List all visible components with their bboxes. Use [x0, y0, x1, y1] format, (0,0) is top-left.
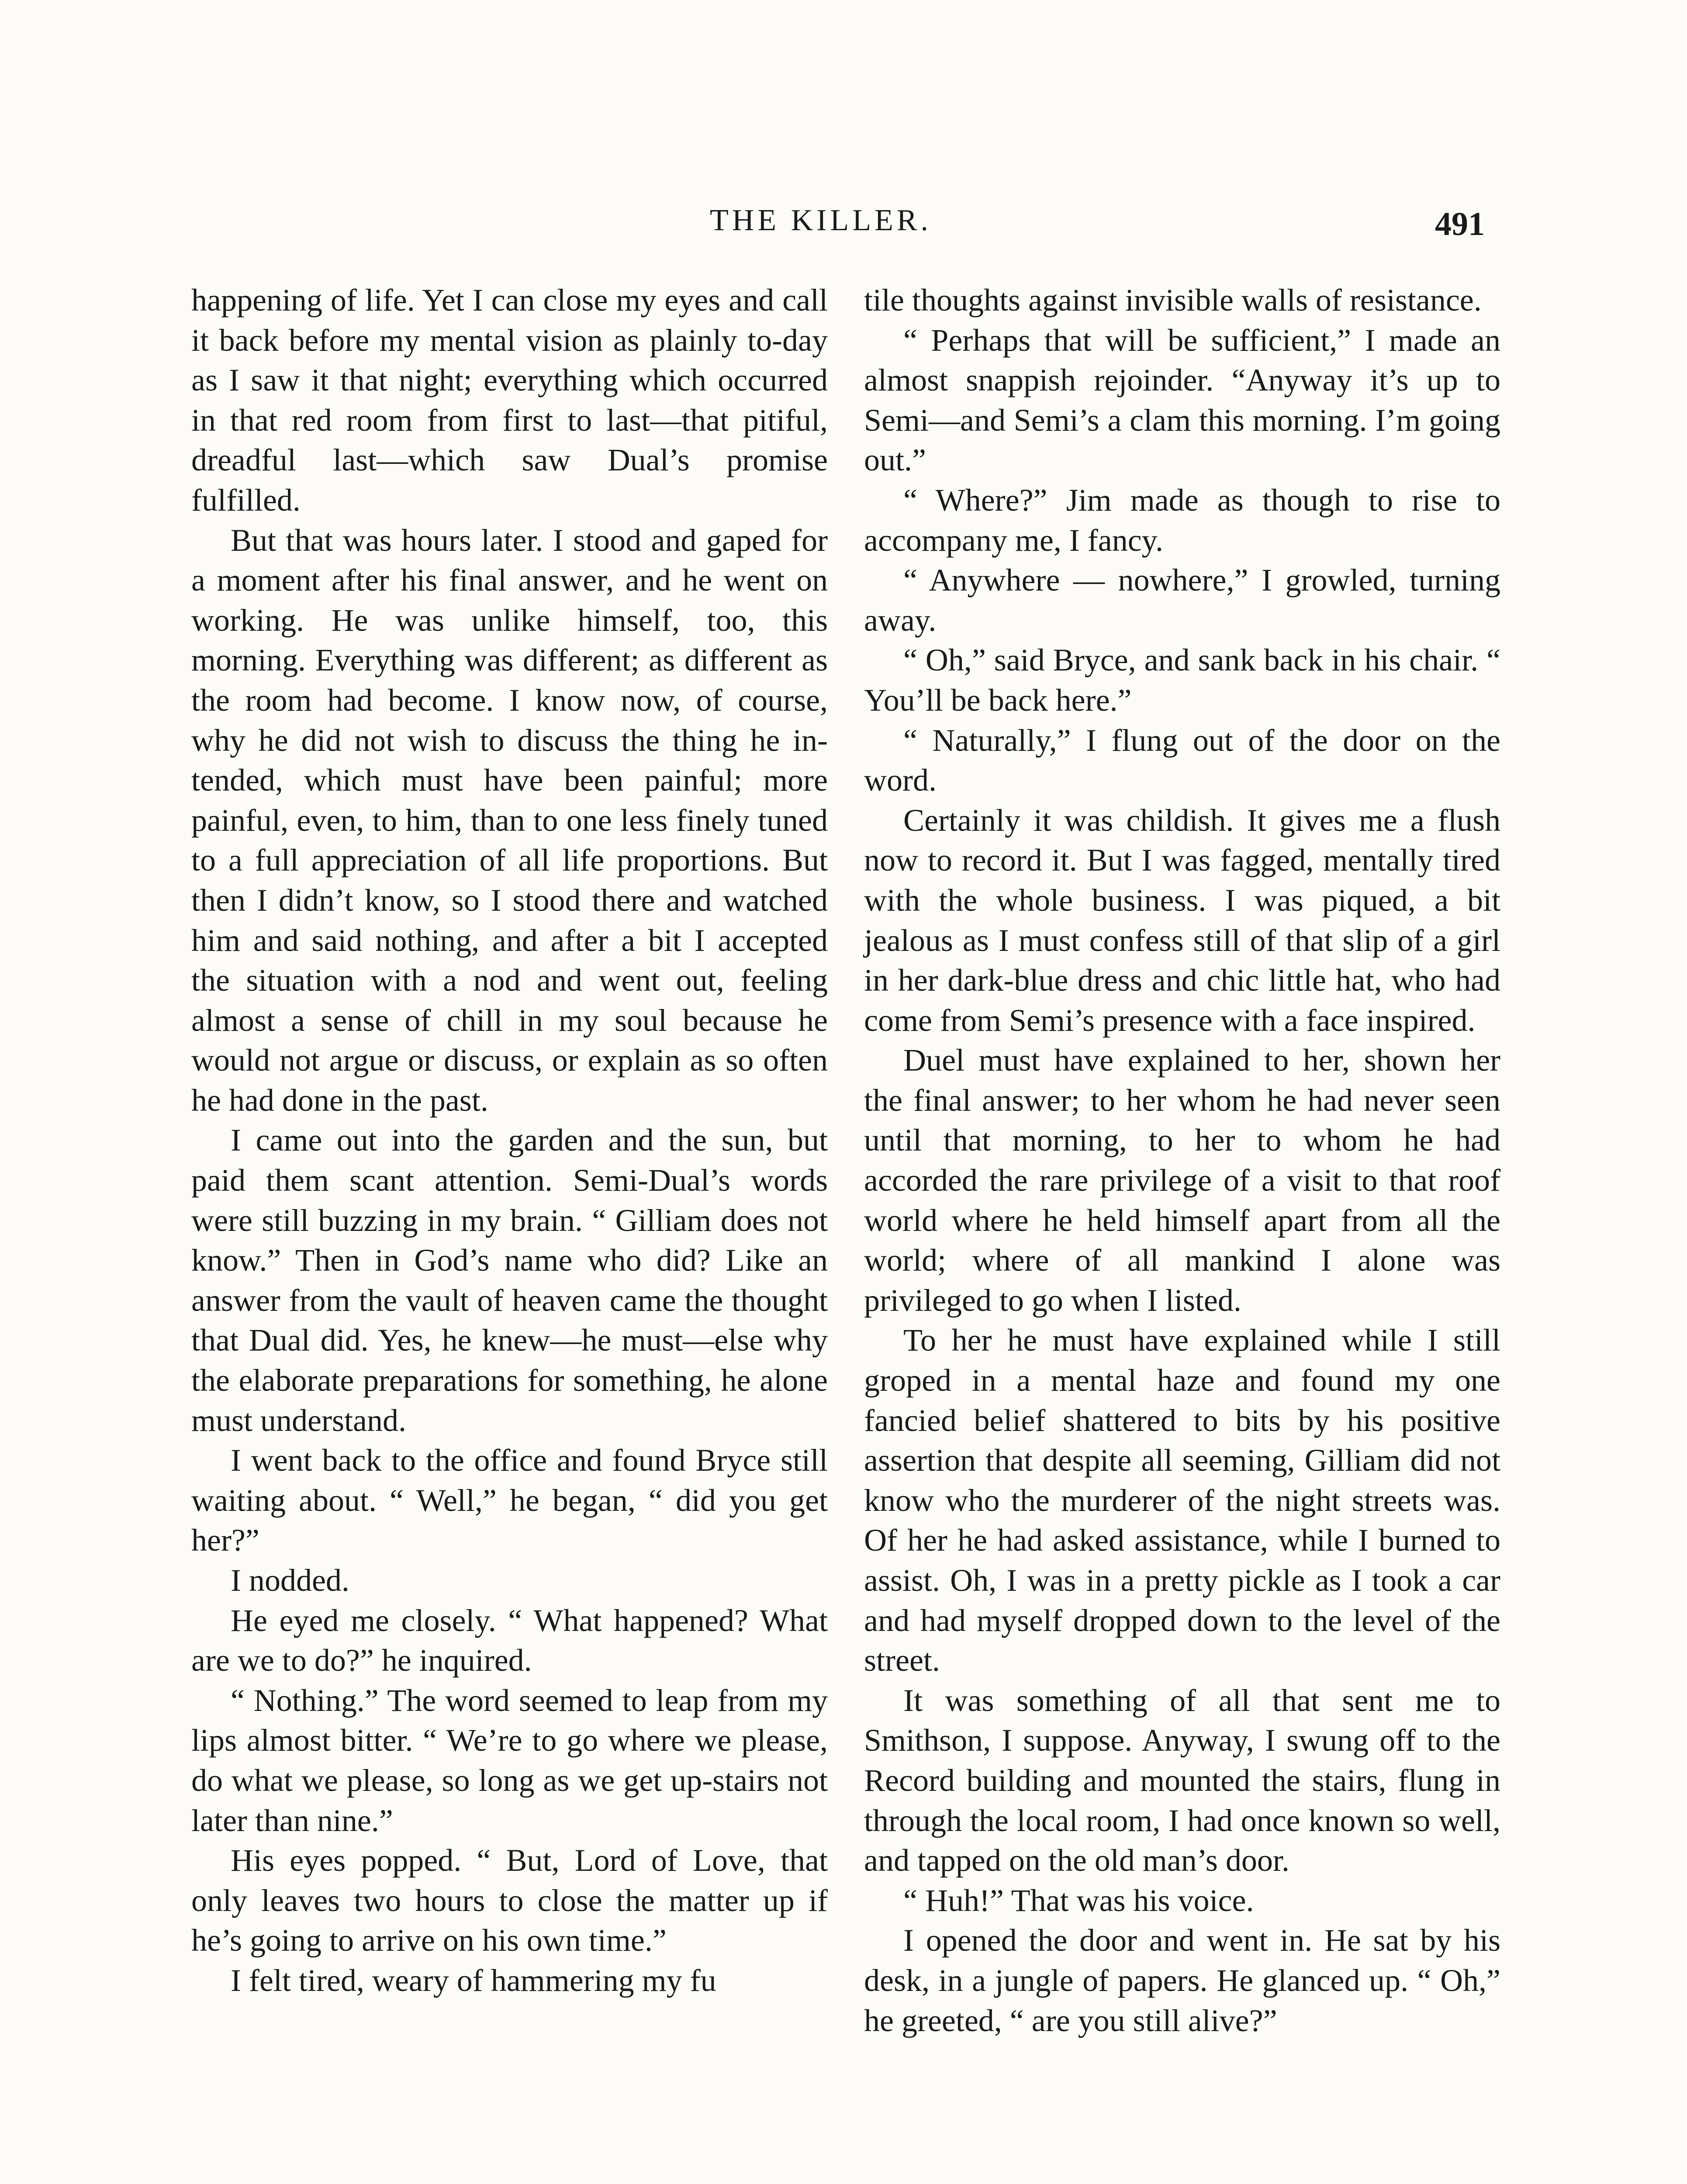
right-column	[864, 280, 1500, 2041]
paragraph: I came out into the garden and the sun, but paid them scant attention. Semi-Dual’s words were still buzzing in my brain. “ Gilliam does not know.” Then in God’s name who did? Like an answer from the vault of heaven came the thought that Dual did. Yes, he knew—he must—else why the elaborate preparations for something, he alone must understand.	[191, 1123, 828, 1438]
paragraph: “ Oh,” said Bryce, and sank back in his chair. “ You’ll be back here.”	[864, 643, 1500, 718]
paragraph: “ Naturally,” I flung out of the door on the word.	[864, 722, 1500, 798]
paragraph: I went back to the office and found Bryce still waiting about. “ Well,” he began, “ did you get her?”	[191, 1443, 828, 1558]
paragraph: “ Perhaps that will be sufficient,” I made an almost snappish rejoinder. “Anyway it’s up to Semi—and Semi’s a clam this morning. I’m going out.”	[864, 322, 1500, 478]
running-title: THE KILLER.	[710, 204, 932, 237]
paragraph: Duel must have explained to her, shown her the final answer; to her whom he had never seen until that morning, to her to whom he had accorded the rare privilege of a visit to that roof world where he held himself apart from all the world; where of all mankind I alone was privileged to go when I listed.	[864, 1043, 1500, 1318]
paragraph: I opened the door and went in. He sat by his desk, in a jungle of papers. He glanced up. “ Oh,” he greeted, “ are you still alive?”	[864, 1923, 1500, 2038]
paragraph: “ Nothing.” The word seemed to leap from my lips almost bitter. “ We’re to go where we please, do what we please, so long as we get up-stairs not later than nine.”	[191, 1683, 828, 1838]
paragraph: His eyes popped. “ But, Lord of Love, that only leaves two hours to close the matter up if he’s going to arrive on his own time.”	[191, 1843, 828, 1958]
paragraph: “ Anywhere — nowhere,” I growled, turning away.	[864, 563, 1500, 638]
paragraph: tile thoughts against invisible walls of resistance.	[864, 283, 1482, 318]
paragraph: It was something of all that sent me to Smithson, I suppose. Anyway, I swung off to the Record building and mounted the stairs, flung in through the local room, I had once known so well, and tapped on the old man’s door.	[864, 1683, 1500, 1878]
paragraph: I felt tired, weary of hammering my fu	[231, 1963, 716, 1998]
paragraph: To her he must have explained while I still groped in a mental haze and found my one fancied belief shattered to bits by his positive assertion that despite all seeming, Gilliam did not know who the murderer of the night streets was. Of her he had asked assistance, while I burned to assist. Oh, I was in a pretty pickle as I took a car and had myself dropped down to the level of the street.	[864, 1323, 1500, 1678]
paragraph: But that was hours later. I stood and gaped for a moment after his final answer, and he went on working. He was unlike himself, too, this morning. Everything was different; as different as the room had become. I know now, of course, why he did not wish to discuss the thing he intended, which must have been painful; more painful, even, to him, than to one less finely tuned to a full appreciation of all life proportions. But then I didn’t know, so I stood there and watched him and said nothing, and after a bit I accepted the situation with a nod and went out, feeling almost a sense of chill in my soul because he would not argue or discuss, or explain as so often he had done in the past.	[191, 522, 828, 1118]
paragraph: I nodded.	[231, 1563, 349, 1598]
paragraph: “ Where?” Jim made as though to rise to accompany me, I fancy.	[864, 482, 1500, 558]
paragraph: He eyed me closely. “ What happened? What are we to do?” he inquired.	[191, 1603, 828, 1678]
paragraph: “ Huh!” That was his voice.	[903, 1883, 1254, 1918]
paragraph: Certainly it was childish. It gives me a flush now to record it. But I was fagged, mentally tired with the whole business. I was piqued, a bit jealous as I must confess still of that slip of a girl in her dark-blue dress and chic little hat, who had come from Semi’s presence with a face inspired.	[864, 802, 1500, 1038]
paragraph: happening of life. Yet I can close my eyes and call it back before my mental vision as plainly to-day as I saw it that night; everything which occurred in that red room from first to last—that pitiful, dreadful last—which saw Dual’s promise fulfilled.	[191, 283, 828, 518]
left-column	[191, 280, 828, 2001]
page-number: 491	[1435, 206, 1485, 242]
